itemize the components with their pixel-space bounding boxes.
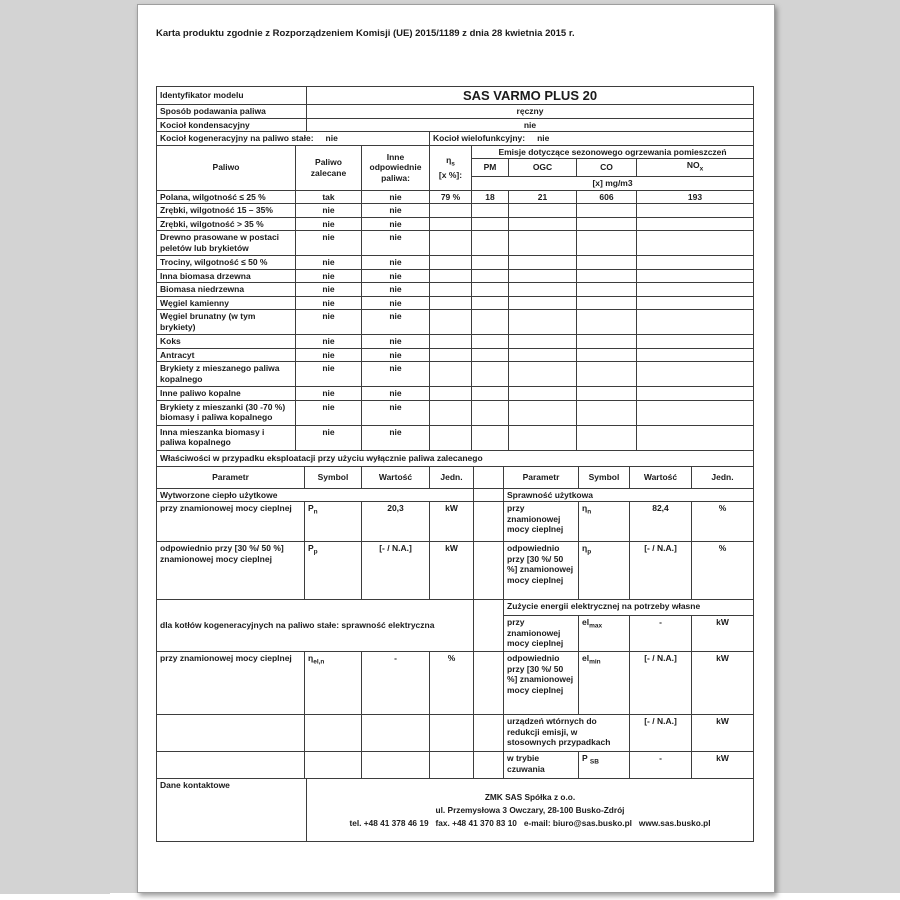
fuel-co xyxy=(577,204,637,218)
fuel-row xyxy=(157,256,754,270)
fuel-nox xyxy=(637,283,754,297)
head-jedn-left: Jedn. xyxy=(430,466,474,488)
col-header-eta xyxy=(430,145,472,190)
fuel-name: Trociny, wilgotność ≤ 50 % xyxy=(157,256,296,270)
param-symbol: $\eta_n$ xyxy=(579,502,630,542)
contact-table xyxy=(156,778,754,842)
param-value: - xyxy=(630,616,692,652)
head-jedn-right: Jedn. xyxy=(692,466,754,488)
contact-phone-email: tel. +48 41 378 46 19 fax. +48 41 370 83 10 e-mail: biuro@sas.busko.pl www.sas.busko.pl xyxy=(349,817,711,828)
fuel-ogc xyxy=(509,231,577,256)
fuel-name: Drewno prasowane w postaci peletów lub brykietów xyxy=(157,231,296,256)
fuel-co xyxy=(577,400,637,425)
condensing-label: Kocioł kondensacyjny xyxy=(157,118,307,132)
fuel-nox xyxy=(637,256,754,270)
fuel-pm xyxy=(472,283,509,297)
fuel-pm xyxy=(472,400,509,425)
fuel-co xyxy=(577,256,637,270)
fuel-pm xyxy=(472,310,509,335)
fuel-recommended: nie xyxy=(296,283,362,297)
param-symbol: $P_n$ xyxy=(305,502,362,542)
fuel-pm xyxy=(472,217,509,231)
empty-cell xyxy=(430,752,474,779)
spacer-cell xyxy=(474,488,504,502)
head-wartosc-left: Wartość xyxy=(362,466,430,488)
fuel-eta xyxy=(430,269,472,283)
table-row xyxy=(157,118,754,132)
fuel-other: nie xyxy=(362,256,430,270)
head-parametr-left: Parametr xyxy=(157,466,305,488)
fuel-eta xyxy=(430,348,472,362)
efficiency-section-header: Sprawność użytkowa xyxy=(504,488,754,502)
fuel-recommended: nie xyxy=(296,348,362,362)
param-unit: kW xyxy=(692,616,754,652)
fuel-co xyxy=(577,269,637,283)
col-header-paliwo: Paliwo xyxy=(157,145,296,190)
table-row xyxy=(157,132,754,146)
heat-section-header: Wytworzone ciepło użytkowe xyxy=(157,488,474,502)
fuel-name: Zrębki, wilgotność > 35 % xyxy=(157,217,296,231)
fuel-other: nie xyxy=(362,310,430,335)
fuel-row xyxy=(157,425,754,450)
param-value: 20,3 xyxy=(362,502,430,542)
param-label: odpowiednio przy [30 %/ 50 %] znamionowej mocy cieplnej xyxy=(504,542,579,600)
condensing-value: nie xyxy=(307,118,754,132)
param-symbol: $\eta_p$ xyxy=(579,542,630,600)
fuel-name: Węgiel brunatny (w tym brykiety) xyxy=(157,310,296,335)
model-info-table xyxy=(156,86,754,132)
param-unit: kW xyxy=(692,752,754,779)
parameters-table xyxy=(156,466,754,780)
param-value: - xyxy=(630,752,692,779)
param-value: [- / N.A.] xyxy=(630,652,692,715)
head-symbol-left: Symbol xyxy=(305,466,362,488)
electricity-section-header: Zużycie energii elektrycznej na potrzeby własne xyxy=(504,600,754,616)
param-value: 82,4 xyxy=(630,502,692,542)
fuel-nox xyxy=(637,425,754,450)
param-header-row xyxy=(157,466,754,488)
fuel-pm xyxy=(472,296,509,310)
multifunction-value: nie xyxy=(537,133,550,143)
fuel-row xyxy=(157,190,754,204)
fuel-ogc xyxy=(509,400,577,425)
fuel-nox xyxy=(637,362,754,387)
fuel-header-row xyxy=(157,145,754,159)
fuel-row xyxy=(157,362,754,387)
col-header-nox: $NO_x$ xyxy=(637,159,754,177)
param-label: w trybie czuwania xyxy=(504,752,579,779)
fuel-name: Polana, wilgotność ≤ 25 % xyxy=(157,190,296,204)
fuel-eta xyxy=(430,283,472,297)
multifunction-label: Kocioł wielofunkcyjny: xyxy=(433,133,526,143)
param-unit: % xyxy=(692,502,754,542)
fuel-pm xyxy=(472,335,509,349)
param-unit: % xyxy=(692,542,754,600)
table-row xyxy=(157,779,754,842)
empty-cell xyxy=(305,715,362,752)
param-label: przy znamionowej mocy cieplnej xyxy=(504,616,579,652)
fuel-recommended: nie xyxy=(296,217,362,231)
param-row xyxy=(157,600,754,616)
col-header-co: CO xyxy=(577,159,637,177)
fuel-name: Zrębki, wilgotność 15 – 35% xyxy=(157,204,296,218)
table-row xyxy=(157,87,754,105)
cogeneration-note: dla kotłów kogeneracyjnych na paliwo stałe: sprawność elektryczna xyxy=(157,600,474,652)
empty-cell xyxy=(157,752,305,779)
fuel-co xyxy=(577,425,637,450)
param-row xyxy=(157,652,754,715)
fuel-eta xyxy=(430,231,472,256)
fuel-nox xyxy=(637,400,754,425)
model-id-value: SAS VARMO PLUS 20 xyxy=(307,87,754,105)
fuel-nox xyxy=(637,217,754,231)
fuel-other: nie xyxy=(362,269,430,283)
fuel-pm xyxy=(472,362,509,387)
empty-cell xyxy=(362,715,430,752)
contact-company: ZMK SAS Spółka z o.o. xyxy=(484,791,576,802)
fuel-name: Inna mieszanka biomasy i paliwa kopalnego xyxy=(157,425,296,450)
fuel-name: Antracyt xyxy=(157,348,296,362)
section-header: Właściwości w przypadku eksploatacji przy użyciu wyłącznie paliwa zalecanego xyxy=(157,450,754,466)
fuel-name: Brykiety z mieszanki (30 -70 %) biomasy i paliwa kopalnego xyxy=(157,400,296,425)
fuel-eta xyxy=(430,400,472,425)
fuel-ogc xyxy=(509,256,577,270)
contact-label: Dane kontaktowe xyxy=(157,779,307,842)
model-id-label: Identyfikator modelu xyxy=(157,87,307,105)
empty-cell xyxy=(157,715,305,752)
eta-unit: [x %]: xyxy=(438,169,463,180)
table-row xyxy=(157,450,754,466)
fuel-pm xyxy=(472,256,509,270)
page-content xyxy=(156,5,753,842)
fuel-co xyxy=(577,335,637,349)
fuel-row xyxy=(157,348,754,362)
contact-info xyxy=(307,779,754,842)
param-value: [- / N.A.] xyxy=(630,715,692,752)
fuel-ogc xyxy=(509,335,577,349)
fuel-ogc xyxy=(509,204,577,218)
fuel-name: Brykiety z mieszanego paliwa kopalnego xyxy=(157,362,296,387)
fuel-recommended: nie xyxy=(296,335,362,349)
fuel-recommended: nie xyxy=(296,256,362,270)
fuel-nox xyxy=(637,310,754,335)
fuel-co xyxy=(577,387,637,401)
head-parametr-right: Parametr xyxy=(504,466,579,488)
param-label: przy znamionowej mocy cieplnej xyxy=(504,502,579,542)
viewer-bottom-strip xyxy=(110,893,900,900)
fuel-eta xyxy=(430,362,472,387)
fuel-co: 606 xyxy=(577,190,637,204)
fuel-pm xyxy=(472,387,509,401)
fuel-eta xyxy=(430,256,472,270)
fuel-eta xyxy=(430,204,472,218)
fuel-nox: 193 xyxy=(637,190,754,204)
cogeneration-cell xyxy=(157,132,430,146)
boiler-type-table xyxy=(156,131,754,146)
fuel-pm xyxy=(472,231,509,256)
param-value: [- / N.A.] xyxy=(362,542,430,600)
section-header-table xyxy=(156,450,754,467)
param-value: - xyxy=(362,652,430,715)
fuel-other: nie xyxy=(362,425,430,450)
param-unit: kW xyxy=(430,502,474,542)
cogeneration-label: Kocioł kogeneracyjny na paliwo stałe: xyxy=(160,133,314,143)
param-label: przy znamionowej mocy cieplnej xyxy=(157,502,305,542)
fuel-other: nie xyxy=(362,204,430,218)
spacer-cell xyxy=(474,652,504,715)
fuel-other: nie xyxy=(362,362,430,387)
fuel-nox xyxy=(637,335,754,349)
fuel-recommended: nie xyxy=(296,269,362,283)
fuel-row xyxy=(157,387,754,401)
fuel-table xyxy=(156,145,754,451)
param-unit: kW xyxy=(692,652,754,715)
document-title: Karta produktu zgodnie z Rozporządzeniem Komisji (UE) 2015/1189 z dnia 28 kwietnia 2015 r. xyxy=(156,28,575,39)
fuel-ogc xyxy=(509,283,577,297)
fuel-nox xyxy=(637,231,754,256)
fuel-other: nie xyxy=(362,387,430,401)
head-wartosc-right: Wartość xyxy=(630,466,692,488)
spacer-cell xyxy=(474,502,504,542)
fuel-co xyxy=(577,231,637,256)
spacer-cell xyxy=(474,752,504,779)
fuel-co xyxy=(577,296,637,310)
param-row xyxy=(157,715,754,752)
param-unit: kW xyxy=(430,542,474,600)
fuel-recommended: tak xyxy=(296,190,362,204)
fuel-recommended: nie xyxy=(296,296,362,310)
fuel-row xyxy=(157,217,754,231)
fuel-pm xyxy=(472,348,509,362)
col-header-ogc: OGC xyxy=(509,159,577,177)
empty-cell xyxy=(430,715,474,752)
param-label: przy znamionowej mocy cieplnej xyxy=(157,652,305,715)
param-row xyxy=(157,542,754,600)
param-label: urządzeń wtórnych do redukcji emisji, w stosownych przypadkach xyxy=(504,715,630,752)
param-unit: % xyxy=(430,652,474,715)
fuel-other: nie xyxy=(362,283,430,297)
fuel-recommended: nie xyxy=(296,387,362,401)
head-symbol-right: Symbol xyxy=(579,466,630,488)
fuel-eta xyxy=(430,296,472,310)
fuel-co xyxy=(577,217,637,231)
fuel-eta: 79 % xyxy=(430,190,472,204)
fuel-ogc xyxy=(509,362,577,387)
fuel-co xyxy=(577,310,637,335)
fuel-other: nie xyxy=(362,190,430,204)
fuel-nox xyxy=(637,204,754,218)
eta-symbol: $\eta_s$ xyxy=(446,154,455,168)
param-label: odpowiednio przy [30 %/ 50 %] znamionowej mocy cieplnej xyxy=(157,542,305,600)
fuel-recommended: nie xyxy=(296,310,362,335)
emissions-unit: [x] mg/m3 xyxy=(472,177,754,191)
fuel-feed-label: Sposób podawania paliwa xyxy=(157,105,307,119)
document-page xyxy=(137,4,775,893)
fuel-row xyxy=(157,296,754,310)
fuel-other: nie xyxy=(362,335,430,349)
fuel-other: nie xyxy=(362,231,430,256)
fuel-name: Węgiel kamienny xyxy=(157,296,296,310)
spacer-cell xyxy=(474,466,504,488)
fuel-feed-value: ręczny xyxy=(307,105,754,119)
spacer-cell xyxy=(474,715,504,752)
fuel-other: nie xyxy=(362,400,430,425)
fuel-name: Koks xyxy=(157,335,296,349)
fuel-eta xyxy=(430,335,472,349)
fuel-co xyxy=(577,362,637,387)
spacer-cell xyxy=(474,600,504,652)
fuel-ogc xyxy=(509,348,577,362)
emissions-header: Emisje dotyczące sezonowego ogrzewania pomieszczeń xyxy=(472,145,754,159)
param-row xyxy=(157,502,754,542)
fuel-recommended: nie xyxy=(296,204,362,218)
fuel-ogc xyxy=(509,269,577,283)
param-label: odpowiednio przy [30 %/ 50 %] znamionowej mocy cieplnej xyxy=(504,652,579,715)
fuel-row xyxy=(157,204,754,218)
fuel-eta xyxy=(430,310,472,335)
contact-address: ul. Przemysłowa 3 Owczary, 28-100 Busko-Zdrój xyxy=(435,804,625,815)
param-symbol: $P_p$ xyxy=(305,542,362,600)
param-symbol: P $_{SB}$ xyxy=(579,752,630,779)
fuel-name: Inna biomasa drzewna xyxy=(157,269,296,283)
fuel-eta xyxy=(430,217,472,231)
param-unit: kW xyxy=(692,715,754,752)
empty-cell xyxy=(362,752,430,779)
col-header-pm: PM xyxy=(472,159,509,177)
param-row xyxy=(157,752,754,779)
fuel-row xyxy=(157,231,754,256)
param-section-row xyxy=(157,488,754,502)
param-symbol: $el_{min}$ xyxy=(579,652,630,715)
fuel-nox xyxy=(637,269,754,283)
table-row xyxy=(157,105,754,119)
fuel-recommended: nie xyxy=(296,362,362,387)
fuel-row xyxy=(157,269,754,283)
fuel-other: nie xyxy=(362,296,430,310)
fuel-ogc xyxy=(509,217,577,231)
fuel-ogc xyxy=(509,296,577,310)
cogeneration-value: nie xyxy=(325,133,338,143)
fuel-row xyxy=(157,283,754,297)
multifunction-cell xyxy=(430,132,754,146)
fuel-row xyxy=(157,310,754,335)
fuel-name: Inne paliwo kopalne xyxy=(157,387,296,401)
fuel-pm: 18 xyxy=(472,190,509,204)
fuel-eta xyxy=(430,387,472,401)
col-header-zalecane: Paliwo zalecane xyxy=(296,145,362,190)
param-symbol: $el_{max}$ xyxy=(579,616,630,652)
fuel-nox xyxy=(637,387,754,401)
fuel-other: nie xyxy=(362,348,430,362)
fuel-ogc xyxy=(509,425,577,450)
param-value: [- / N.A.] xyxy=(630,542,692,600)
empty-cell xyxy=(305,752,362,779)
fuel-nox xyxy=(637,348,754,362)
fuel-pm xyxy=(472,269,509,283)
fuel-recommended: nie xyxy=(296,231,362,256)
fuel-row xyxy=(157,400,754,425)
col-header-inne: Inne odpowiednie paliwa: xyxy=(362,145,430,190)
fuel-pm xyxy=(472,425,509,450)
fuel-nox xyxy=(637,296,754,310)
fuel-eta xyxy=(430,425,472,450)
fuel-row xyxy=(157,335,754,349)
param-symbol: $\eta_{el,n}$ xyxy=(305,652,362,715)
fuel-co xyxy=(577,348,637,362)
spacer-cell xyxy=(474,542,504,600)
fuel-ogc xyxy=(509,310,577,335)
fuel-name: Biomasa niedrzewna xyxy=(157,283,296,297)
fuel-other: nie xyxy=(362,217,430,231)
fuel-co xyxy=(577,283,637,297)
fuel-recommended: nie xyxy=(296,400,362,425)
fuel-pm xyxy=(472,204,509,218)
fuel-ogc: 21 xyxy=(509,190,577,204)
fuel-recommended: nie xyxy=(296,425,362,450)
fuel-ogc xyxy=(509,387,577,401)
